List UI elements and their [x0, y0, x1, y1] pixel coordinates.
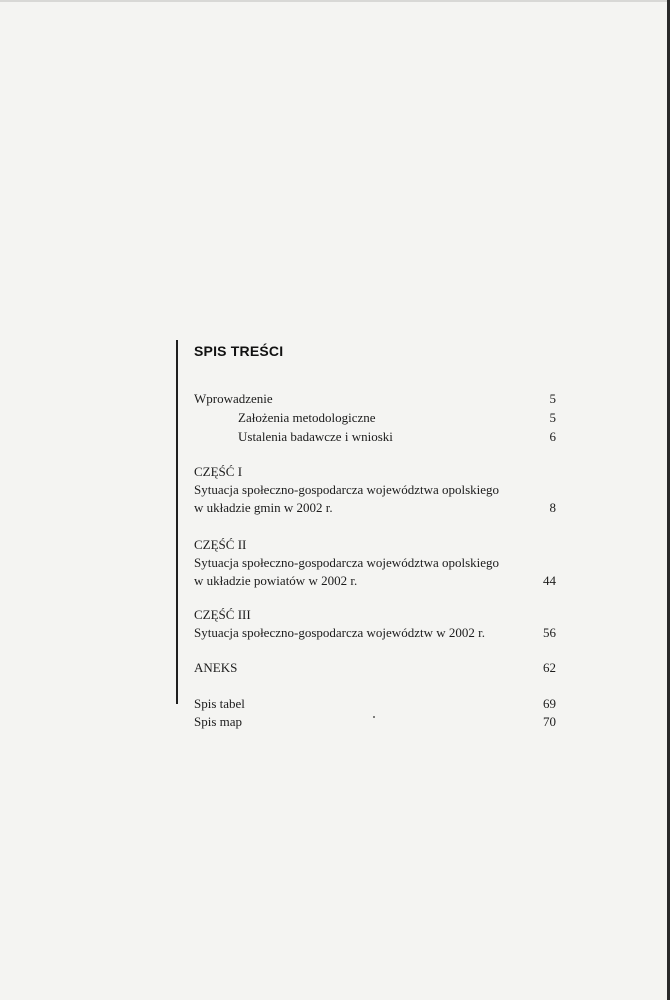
toc-entry-label: Sytuacja społeczno-gospodarcza województw w 2002 r. [194, 625, 485, 640]
toc-entry-part-3[interactable] [194, 625, 556, 641]
toc-part-2-heading: CZĘŚĆ II [194, 537, 247, 552]
toc-page-number: 70 [543, 714, 556, 729]
toc-entry-label: Spis tabel [194, 696, 245, 711]
toc-page-number: 6 [549, 429, 556, 444]
toc-entry-label: Wprowadzenie [194, 391, 273, 406]
toc-entry-label: Założenia metodologiczne [238, 410, 376, 425]
toc-entry-label: Ustalenia badawcze i wnioski [238, 429, 393, 444]
toc-page-number: 5 [549, 391, 556, 406]
toc-vertical-rule [176, 340, 178, 704]
toc-entry-findings[interactable] [194, 429, 556, 445]
toc-part-3-heading: CZĘŚĆ III [194, 607, 251, 622]
toc-entry-list-of-tables[interactable] [194, 696, 556, 712]
toc-entry-methodology[interactable] [194, 410, 556, 426]
toc-page-number: 5 [549, 410, 556, 425]
toc-entry-annex[interactable] [194, 660, 556, 676]
toc-entry-part-1[interactable] [194, 500, 556, 516]
toc-part-1-title-line1: Sytuacja społeczno-gospodarcza województwa opolskiego [194, 482, 500, 497]
toc-entry-label: w układzie powiatów w 2002 r. [194, 573, 358, 588]
toc-page-number: 8 [549, 500, 556, 515]
toc-entry-label: ANEKS [194, 660, 238, 675]
toc-title: SPIS TREŚCI [194, 343, 284, 359]
toc-page-number: 62 [543, 660, 556, 675]
toc-entry-list-of-maps[interactable] [194, 714, 556, 730]
toc-entry-label: Spis map [194, 714, 243, 729]
scan-speck [373, 716, 375, 718]
toc-part-1-heading: CZĘŚĆ I [194, 464, 243, 479]
toc-entry-part-2[interactable] [194, 573, 556, 589]
toc-page-number: 56 [543, 625, 556, 640]
toc-entry-label: w układzie gmin w 2002 r. [194, 500, 333, 515]
toc-part-2-title-line1: Sytuacja społeczno-gospodarcza województwa opolskiego [194, 555, 500, 570]
toc-page-number: 69 [543, 696, 556, 711]
toc-entry-intro[interactable] [194, 391, 556, 407]
page-top-edge [0, 0, 670, 2]
toc-page-number: 44 [543, 573, 556, 588]
